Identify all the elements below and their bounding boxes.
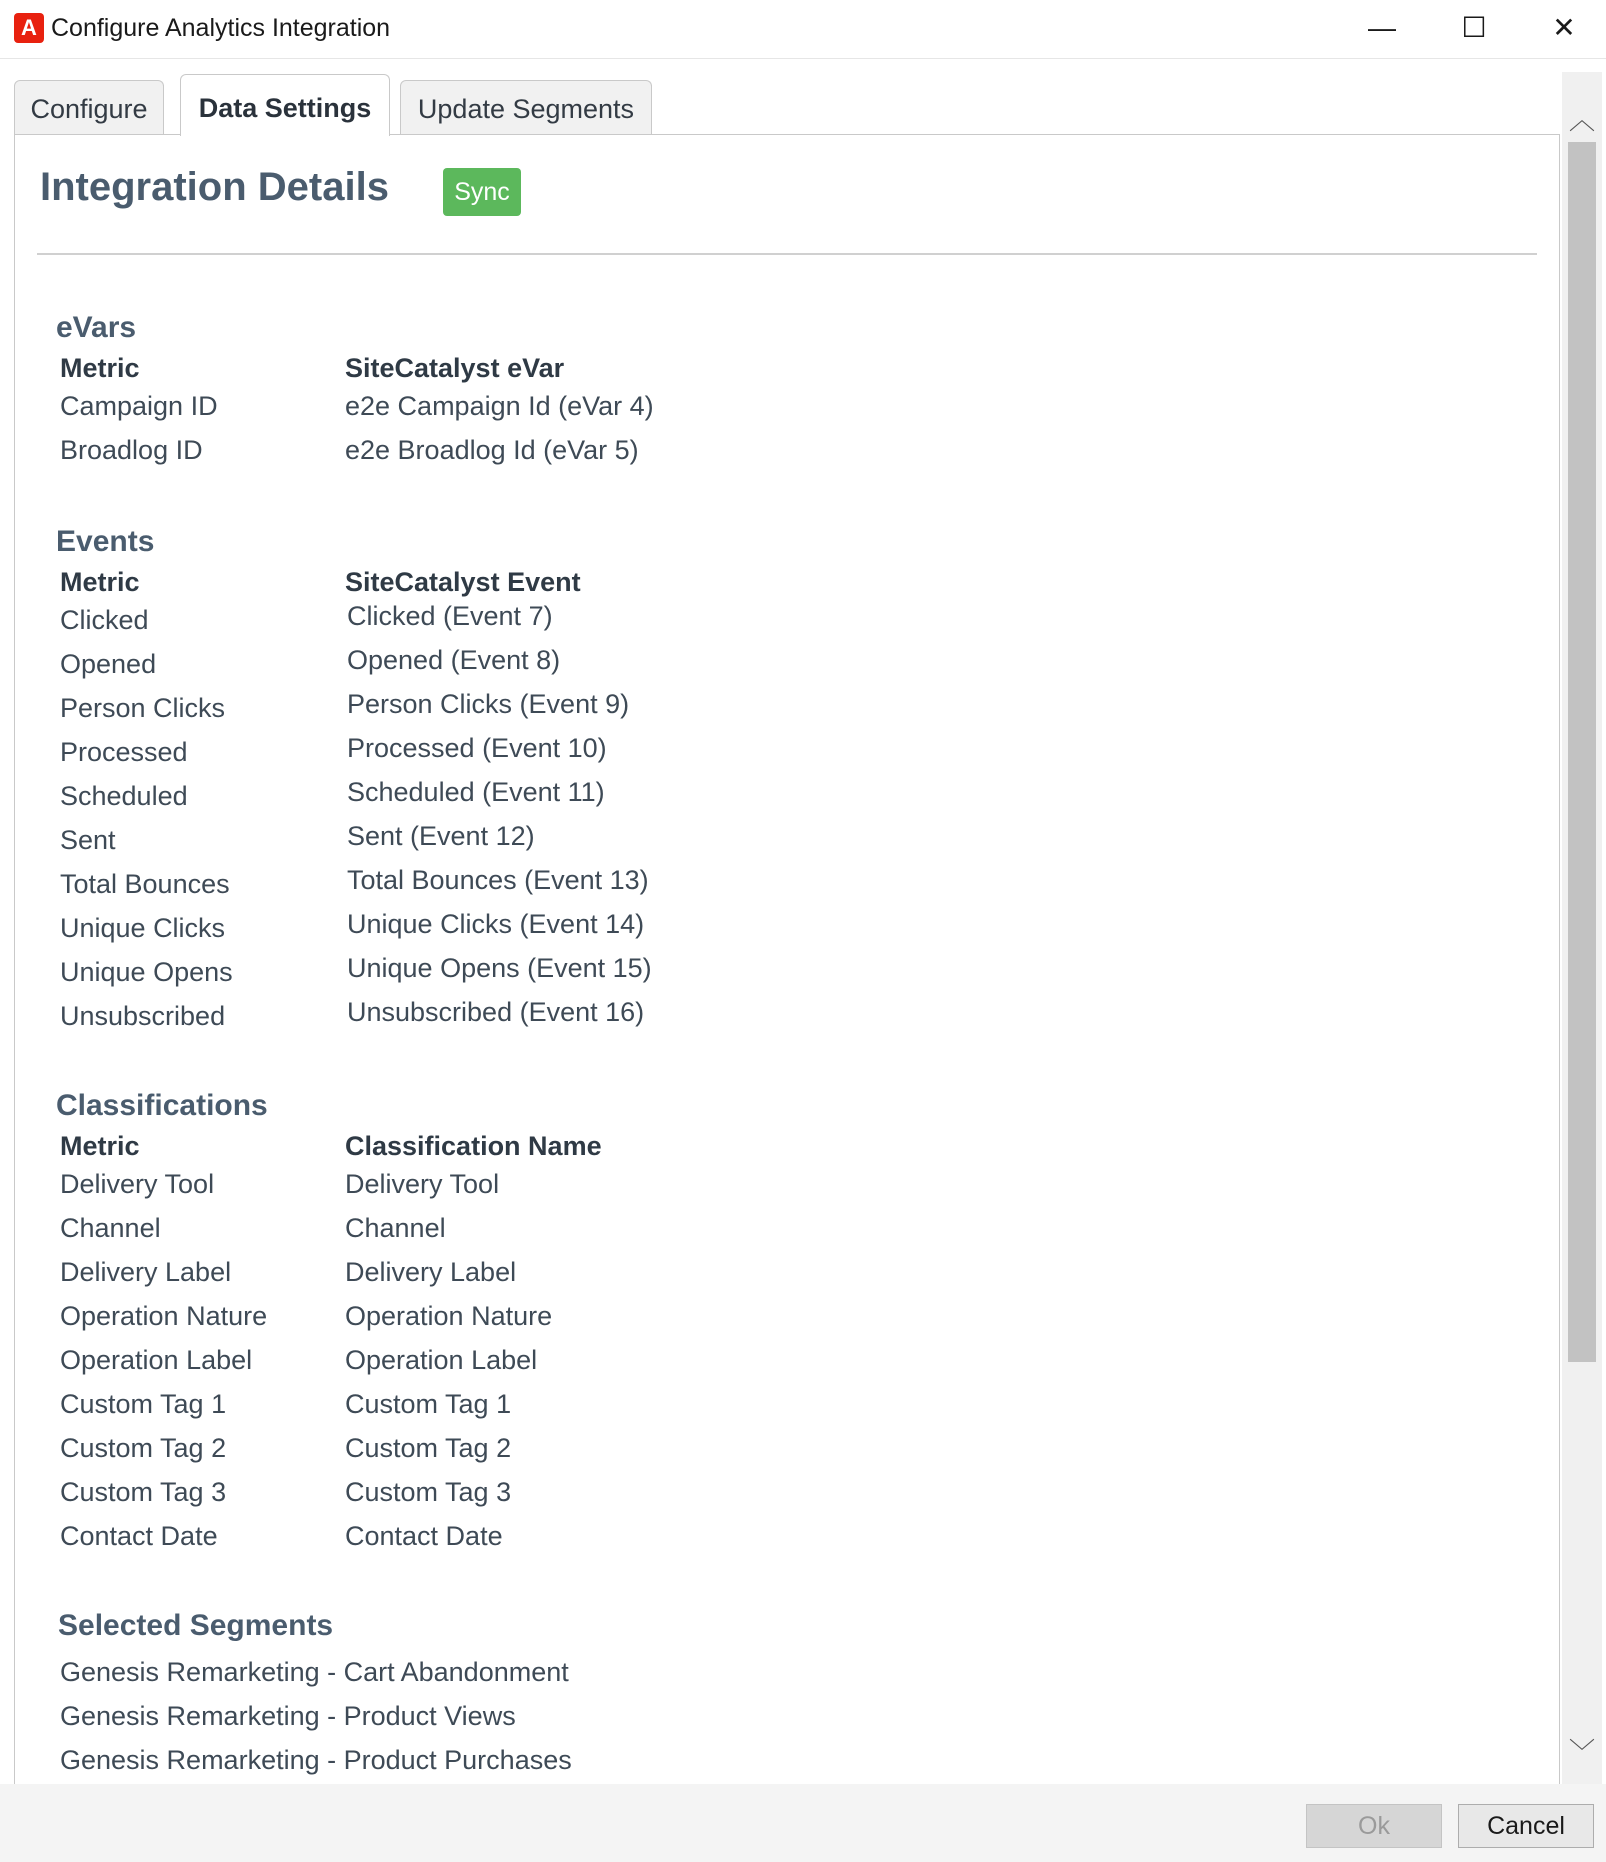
- event-value: Total Bounces (Event 13): [347, 865, 649, 895]
- event-metric: Person Clicks: [60, 693, 226, 723]
- ok-button[interactable]: Ok: [1306, 1804, 1442, 1848]
- classification-metric: Contact Date: [60, 1521, 218, 1551]
- event-metric: Sent: [60, 825, 116, 855]
- event-metric: Total Bounces: [60, 869, 230, 899]
- classification-value: Delivery Label: [345, 1257, 517, 1287]
- evar-metric: Campaign ID: [60, 391, 218, 421]
- classification-metric: Operation Nature: [60, 1301, 268, 1331]
- event-metric: Scheduled: [60, 781, 188, 811]
- classification-value: Custom Tag 1: [345, 1389, 512, 1419]
- event-metric: Processed: [60, 737, 188, 767]
- tab-update-segments[interactable]: Update Segments: [400, 80, 652, 134]
- segment-item: Genesis Remarketing - Cart Abandonment: [60, 1657, 569, 1687]
- close-button[interactable]: ✕: [1552, 12, 1576, 43]
- events-metric-header: Metric: [60, 567, 140, 597]
- evars-metric-header: Metric: [60, 353, 140, 383]
- event-value: Processed (Event 10): [347, 733, 607, 763]
- dialog-footer: [0, 1784, 1606, 1862]
- vertical-scrollbar[interactable]: [1562, 72, 1602, 1784]
- event-value: Person Clicks (Event 9): [347, 689, 630, 719]
- window-title: Configure Analytics Integration: [51, 14, 391, 42]
- tab-configure[interactable]: Configure: [14, 80, 164, 134]
- classification-value: Custom Tag 2: [345, 1433, 512, 1463]
- evars-section-title: eVars: [56, 311, 137, 344]
- event-metric: Opened: [60, 649, 157, 679]
- classifications-section-title: Classifications: [56, 1089, 268, 1122]
- scrollbar-thumb[interactable]: [1568, 142, 1596, 1362]
- scroll-down-icon[interactable]: ﹀: [1568, 1737, 1595, 1767]
- segment-item: Genesis Remarketing - Product Purchases: [60, 1745, 572, 1775]
- adobe-logo-icon: A: [14, 13, 44, 43]
- cancel-button[interactable]: Cancel: [1458, 1804, 1594, 1848]
- classification-metric: Delivery Tool: [60, 1169, 215, 1199]
- tab-data-settings[interactable]: Data Settings: [180, 74, 390, 136]
- event-value: Sent (Event 12): [347, 821, 535, 851]
- event-value: Unique Opens (Event 15): [347, 953, 652, 983]
- segment-item: Genesis Remarketing - Product Views: [60, 1701, 516, 1731]
- classifications-value-header: Classification Name: [345, 1131, 602, 1161]
- event-metric: Unsubscribed: [60, 1001, 226, 1031]
- evar-value: e2e Campaign Id (eVar 4): [345, 391, 654, 421]
- scroll-up-icon[interactable]: ︿: [1568, 105, 1595, 135]
- events-section-title: Events: [56, 525, 155, 558]
- classifications-metric-header: Metric: [60, 1131, 140, 1161]
- segments-section-title: Selected Segments: [58, 1609, 334, 1642]
- classification-metric: Delivery Label: [60, 1257, 232, 1287]
- maximize-button[interactable]: ☐: [1461, 12, 1487, 43]
- classification-metric: Custom Tag 3: [60, 1477, 227, 1507]
- sync-button[interactable]: Sync: [443, 168, 521, 216]
- page-title: Integration Details: [40, 165, 389, 209]
- divider: [37, 253, 1537, 255]
- minimize-button[interactable]: —: [1368, 12, 1396, 43]
- classification-value: Custom Tag 3: [345, 1477, 512, 1507]
- event-value: Opened (Event 8): [347, 645, 561, 675]
- classification-value: Contact Date: [345, 1521, 503, 1551]
- event-metric: Unique Clicks: [60, 913, 226, 943]
- classification-value: Delivery Tool: [345, 1169, 500, 1199]
- event-value: Scheduled (Event 11): [347, 777, 605, 807]
- title-bar: [0, 0, 1606, 59]
- events-value-header: SiteCatalyst Event: [345, 567, 581, 597]
- event-metric: Unique Opens: [60, 957, 233, 987]
- event-metric: Clicked: [60, 605, 149, 635]
- classification-value: Operation Nature: [345, 1301, 553, 1331]
- event-value: Unsubscribed (Event 16): [347, 997, 645, 1027]
- classification-metric: Custom Tag 2: [60, 1433, 227, 1463]
- evar-metric: Broadlog ID: [60, 435, 203, 465]
- data-settings-panel: [14, 134, 1560, 1784]
- event-value: Unique Clicks (Event 14): [347, 909, 645, 939]
- classification-value: Operation Label: [345, 1345, 538, 1375]
- classification-metric: Operation Label: [60, 1345, 253, 1375]
- classification-metric: Custom Tag 1: [60, 1389, 227, 1419]
- evars-value-header: SiteCatalyst eVar: [345, 353, 565, 383]
- evar-value: e2e Broadlog Id (eVar 5): [345, 435, 639, 465]
- classification-value: Channel: [345, 1213, 446, 1243]
- classification-metric: Channel: [60, 1213, 161, 1243]
- event-value: Clicked (Event 7): [347, 601, 553, 631]
